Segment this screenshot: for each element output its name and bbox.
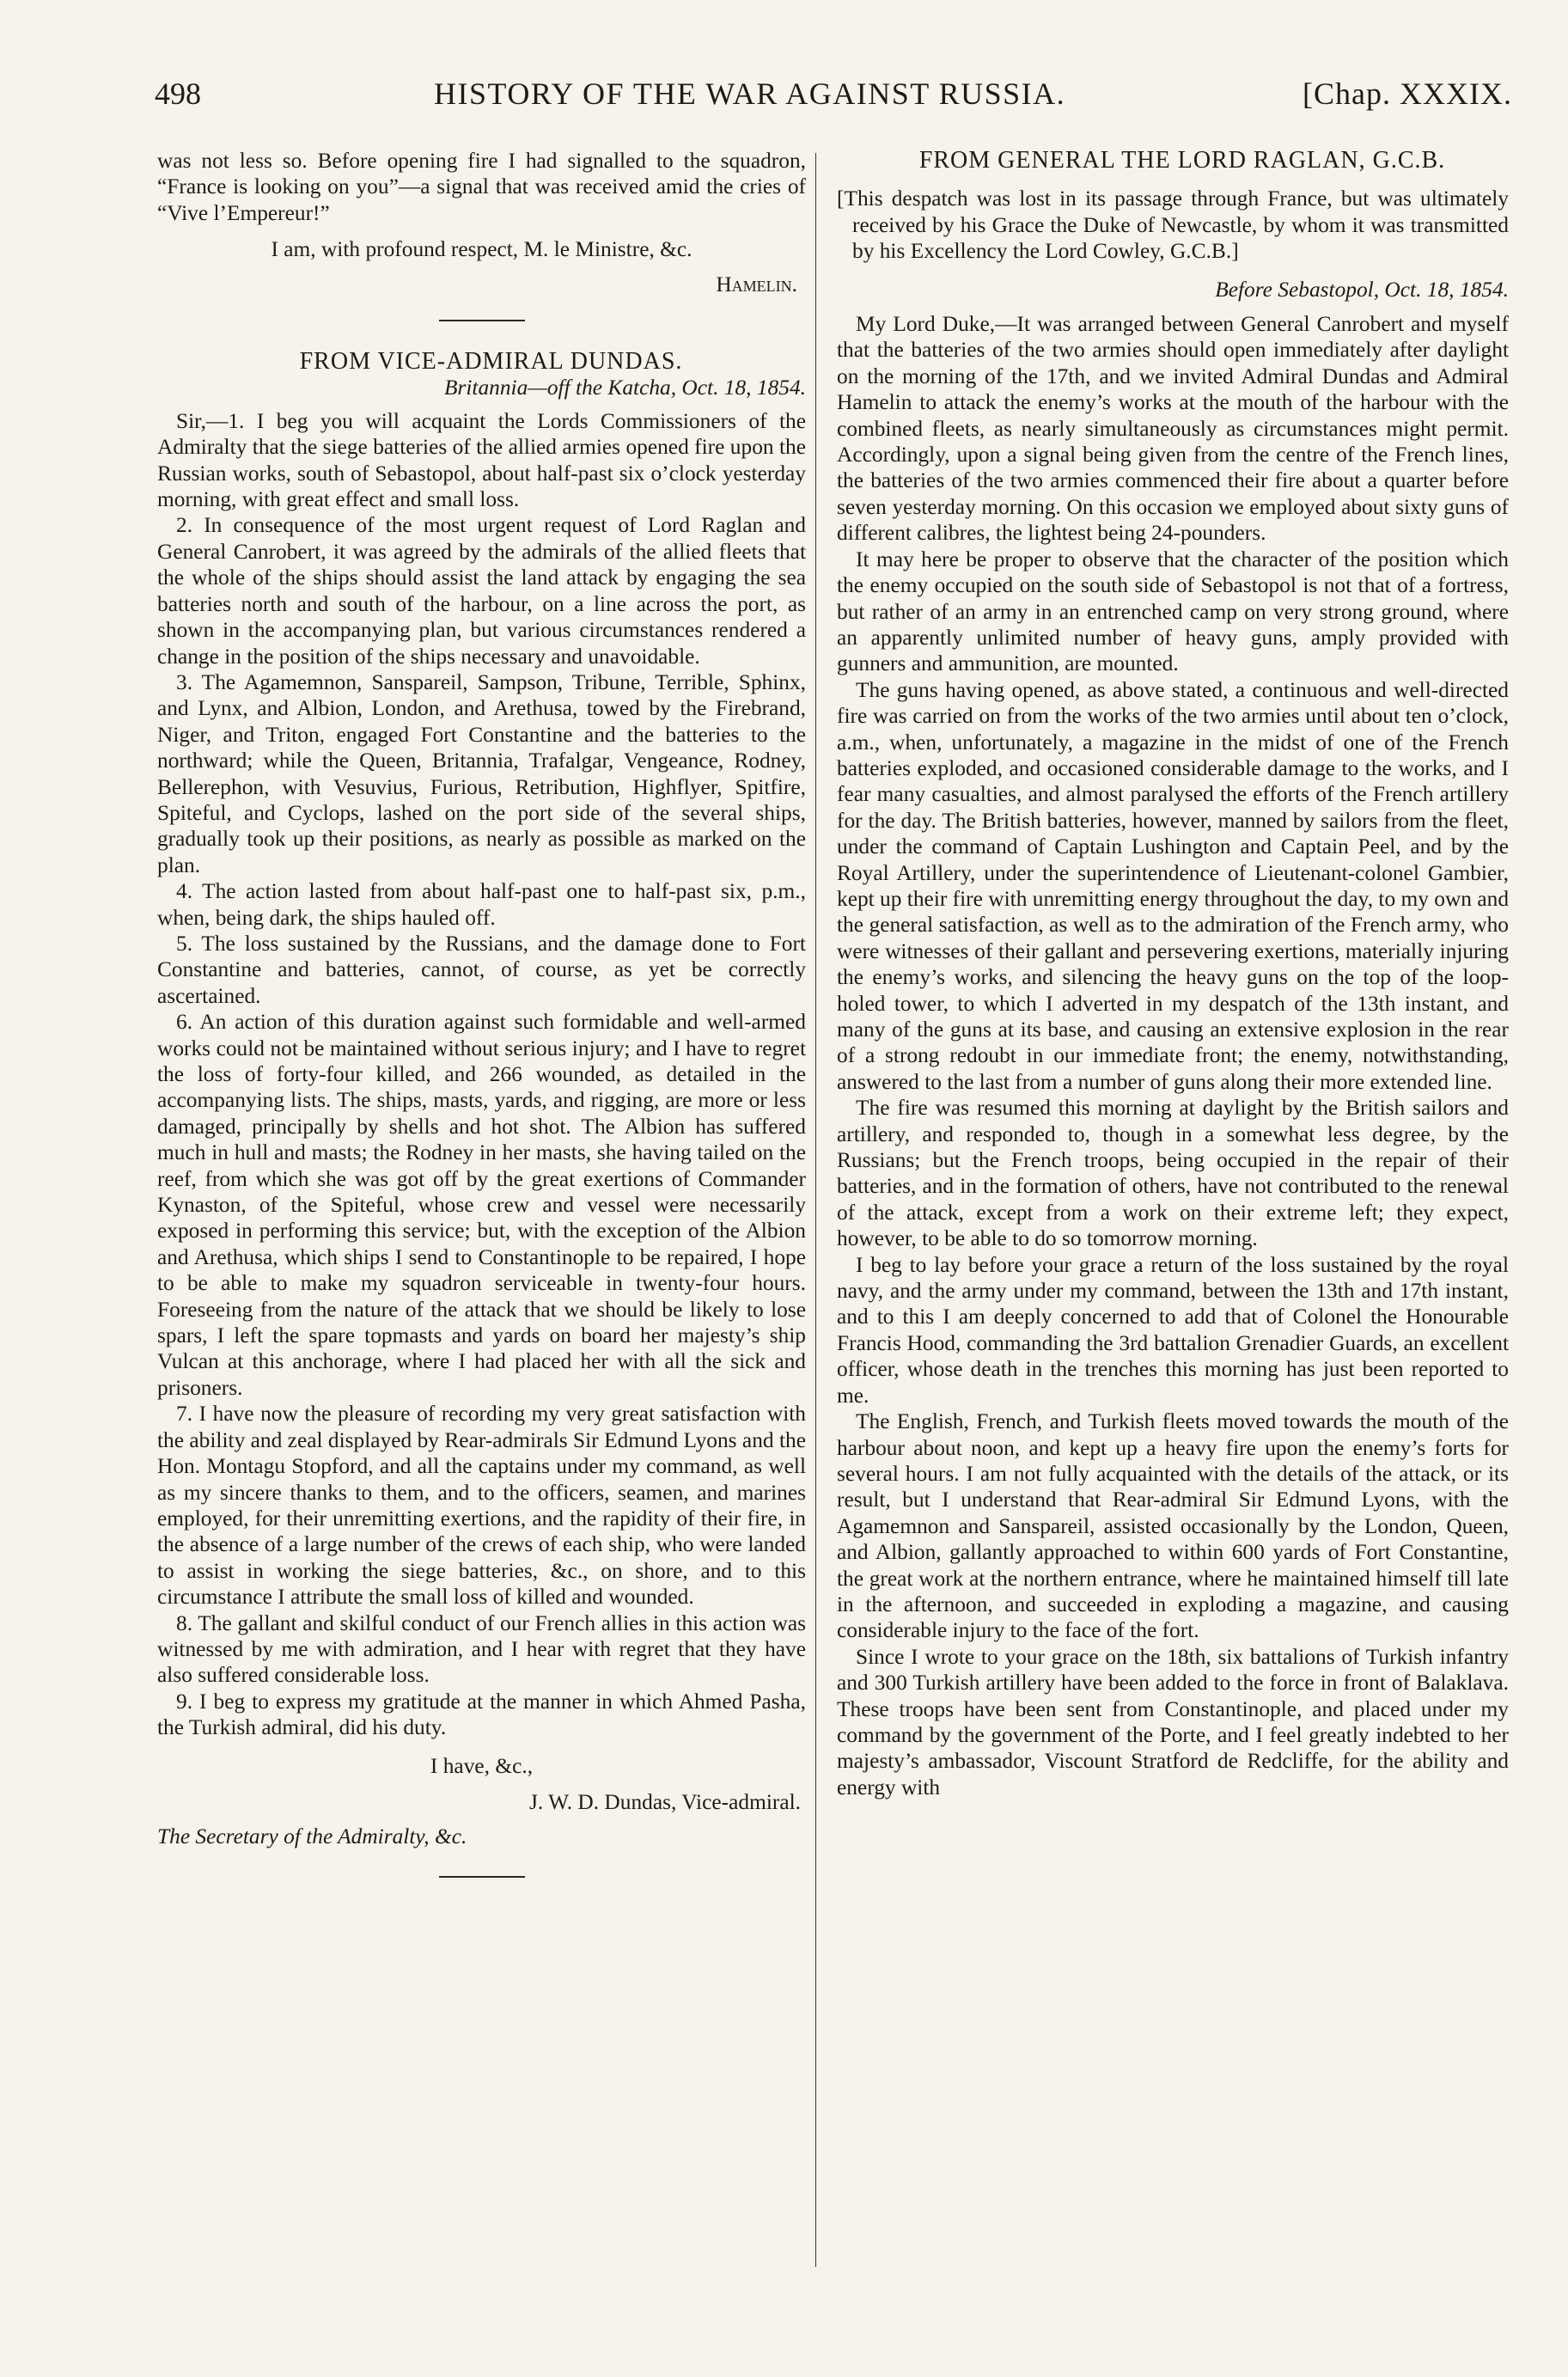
end-rule — [439, 1876, 525, 1878]
respect-line: I am, with profound respect, M. le Ministre, &c. — [271, 237, 692, 262]
intro-paragraph: was not less so. Before opening fire I had signalled to the squadron, “France is looking on you”—a signal that was received amid the cries of “Vive l’Empereur!” — [157, 149, 806, 225]
paragraph-9: 9. I beg to express my gratitude at the manner in which Ahmed Pasha, the Turkish admiral, did his duty. — [157, 1689, 806, 1740]
paragraph-4: 4. The action lasted from about half-past one to half-past six, p.m., when, being dark, the ships hauled off. — [157, 879, 806, 930]
right-column — [837, 148, 1509, 1800]
paragraph-7: 7. I have now the pleasure of recording my very great satisfaction with the ability and zeal displayed by Rear-admirals Sir Edmund Lyons and the Hon. Montagu Stopford, and all the captains under my command, as well as my sincere thanks to them, and to the officers, seamen, and marines employed, for their unremitting exertions, and the rapidity of their fire, in the absence of a large number of the crews of each ship, who were landed to assist in working the siege batteries, &c., on shore, and to this circumstance I attribute the small loss of killed and wounded. — [157, 1402, 806, 1610]
raglan-paragraph-5: I beg to lay before your grace a return of the loss sustained by the royal navy, and the army under my command, between the 13th and 17th instant, and to this I am deeply concerned to add that of Colonel the Honourable Francis Hood, commanding the 3rd battalion Grenadier Guards, an excellent officer, whose death in the trenches this morning has just been reported to me. — [837, 1252, 1509, 1408]
section-rule — [439, 320, 525, 321]
dateline-raglan: Before Sebastopol, Oct. 18, 1854. — [1215, 277, 1509, 302]
raglan-paragraph-2: It may here be proper to observe that the character of the position which the enemy occupied on the south side of Sebastopol is not that of a fortress, but rather of an army in an entrenched camp on very strong ground, where an apparently unlimited number of heavy guns, amply provided with gunners and ammunition, are mounted. — [837, 547, 1509, 676]
page-number: 498 — [155, 76, 201, 111]
signature-dundas: J. W. D. Dundas, Vice-admiral. — [528, 1789, 801, 1814]
paragraph-3: 3. The Agamemnon, Sanspareil, Sampson, Tribune, Terrible, Sphinx, and Lynx, and Albion, London, and Arethusa, towed by the Firebrand, Niger, and Triton, engaged Fort Constantine and the batteries to the northward; while the Queen, Britannia, Trafalgar, Vengeance, Rodney, Bellerephon, with Vesuvius, Furious, Retribution, Highflyer, Spitfire, Spiteful, and Cyclops, lashed on the port side of the several ships, gradually took up their positions, as nearly as possible as marked on the plan. — [157, 669, 806, 877]
heading-dundas: FROM VICE-ADMIRAL DUNDAS. — [299, 348, 683, 376]
column-divider — [815, 153, 816, 2267]
heading-raglan: FROM GENERAL THE LORD RAGLAN, G.C.B. — [918, 147, 1446, 174]
page-header — [155, 76, 1512, 136]
addressee-line: The Secretary of the Admiralty, &c. — [157, 1824, 467, 1849]
raglan-paragraph-6: The English, French, and Turkish fleets moved towards the mouth of the harbour about noon, and kept up a heavy fire upon the enemy’s forts for several hours. I am not fully acquainted with the details of the attack, or its result, but I understand that Rear-admiral Sir Edmund Lyons, with the Agamemnon and Sanspareil, assisted occasionally by the London, Queen, and Albion, gallantly approached to within 600 yards of Fort Constantine, the great work at the northern entrance, where he maintained himself till late in the afternoon, and succeeded in exploding a magazine, and causing considerable injury to the face of the fort. — [837, 1409, 1509, 1643]
closing-line: I have, &c., — [430, 1753, 534, 1778]
paragraph-1: Sir,—1. I beg you will acquaint the Lords Commissioners of the Admiralty that the siege batteries of the allied armies opened fire upon the Russian works, south of Sebastopol, about half-past six o’clock yesterday morning, with great effect and small loss. — [157, 408, 806, 512]
raglan-paragraph-1: My Lord Duke,—It was arranged between General Canrobert and myself that the batteries of the two armies should open immediately after daylight on the morning of the 17th, and we invited Admiral Dundas and Admiral Hamelin to attack the enemy’s works at the mouth of the harbour with the combined fleets, as nearly simultaneously as circumstances might permit. Accordingly, upon a signal being given from the centre of the French lines, the batteries of the two armies commenced their fire about a quarter before seven yesterday morning. On this occasion we employed about sixty guns of different calibres, the lightest being 24-pounders. — [837, 312, 1509, 546]
raglan-paragraph-4: The fire was resumed this morning at daylight by the British sailors and artillery, and responded to, though in a somewhat less degree, by the Russians; but the French troops, being occupied in the repair of their batteries, and in the formation of others, have not contributed to the renewal of the attack, except from a work on their extreme left; they expect, however, to be able to do so tomorrow morning. — [837, 1096, 1509, 1251]
chapter-label: [Chap. XXXIX. — [1303, 76, 1512, 111]
editorial-note: [This despatch was lost in its passage through France, but was ultimately received by his Grace the Duke of Newcastle, by whom it was transmitted by his Excellency the Lord Cowley, G.C.B.] — [837, 186, 1509, 264]
signature-hamelin: Hamelin. — [716, 272, 797, 296]
paragraph-8: 8. The gallant and skilful conduct of our French allies in this action was witnessed by me with admiration, and I hear with regret that they have also suffered considerable loss. — [157, 1610, 806, 1688]
paragraph-5: 5. The loss sustained by the Russians, and the damage done to Fort Constantine and batteries, cannot, of course, as yet be correctly ascertained. — [157, 931, 806, 1008]
paragraph-2: 2. In consequence of the most urgent request of Lord Raglan and General Canrobert, it was agreed by the admirals of the allied fleets that the whole of the ships should assist the land attack by engaging the sea batteries north and south of the harbour, on a line across the port, as shown in the accompanying plan, but various circumstances rendered a change in the position of the ships necessary and unavoidable. — [157, 513, 806, 669]
paragraph-6: 6. An action of this duration against such formidable and well-armed works could not be maintained without serious injury; and I have to regret the loss of forty-four killed, and 266 wounded, as detailed in the accompanying lists. The ships, masts, yards, and rigging, are more or less damaged, principally by shells and hot shot. The Albion has suffered much in hull and masts; the Rodney in her masts, she having tailed on the reef, from which she was got off by the great exertions of Commander Kynaston, of the Spiteful, whose crew and vessel were necessarily exposed in performing this service; but, with the exception of the Albion and Arethusa, which ships I send to Constantinople to be repaired, I hope to be able to make my squadron serviceable in twenty-four hours. Foreseeing from the nature of the attack that we should be likely to lose spars, I left the spare topmasts and yards on board her majesty’s ship Vulcan at this anchorage, where I had placed her with all the sick and prisoners. — [157, 1010, 806, 1400]
running-title: HISTORY OF THE WAR AGAINST RUSSIA. — [434, 76, 1066, 111]
raglan-paragraph-7: Since I wrote to your grace on the 18th, six battalions of Turkish infantry and 300 Turkish artillery have been added to the force in front of Balaklava. These troops have been sent from Constantinople, and placed under my command by the government of the Porte, and I feel greatly indebted to her majesty’s ambassador, Viscount Stratford de Redcliffe, for the ability and energy with — [837, 1644, 1509, 1800]
left-column — [157, 148, 806, 1905]
raglan-paragraph-3: The guns having opened, as above stated, a continuous and well-directed fire was carried on from the works of the two armies until about ten o’clock, a.m., when, unfortunately, a magazine in the midst of one of the French batteries exploded, and occasioned considerable damage to the works, and I fear many casualties, and almost paralysed the efforts of the French artillery for the day. The British batteries, however, manned by sailors from the fleet, under the command of Captain Lushington and Captain Peel, and by the Royal Artillery, under the superintendence of Lieutenant-colonel Gambier, kept up their fire with unremitting energy throughout the day, to my own and the general satisfaction, as well as to the admiration of the French army, who were witnesses of their gallant and persevering exertions, materially injuring the enemy’s works, and silencing the heavy guns on the top of the loop-holed tower, to which I adverted in my despatch of the 13th instant, and many of the guns at its base, and causing an extensive explosion in the rear of a strong redoubt in our immediate front; the enemy, notwithstanding, answered to the last from a number of guns along their more extended line. — [837, 677, 1510, 1094]
dateline-dundas: Britannia—off the Katcha, Oct. 18, 1854. — [443, 376, 806, 400]
